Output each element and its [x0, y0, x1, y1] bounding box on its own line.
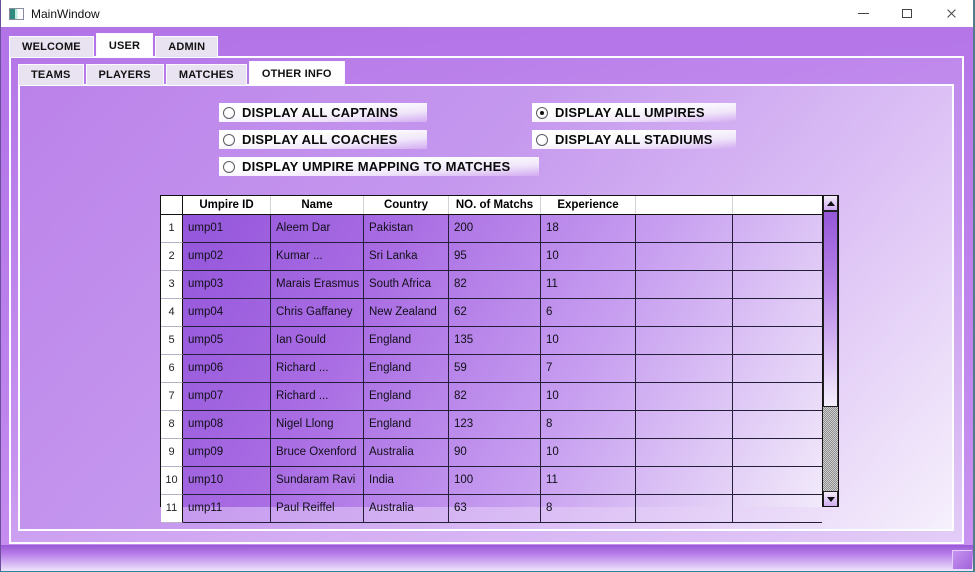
table-cell[interactable]: [733, 243, 822, 271]
table-cell[interactable]: 7: [541, 355, 636, 383]
table-header-row: [161, 196, 822, 215]
row-number: 8: [161, 411, 183, 439]
table-cell[interactable]: [733, 411, 822, 439]
table-cell[interactable]: 10: [541, 243, 636, 271]
other-info-tab-page: [18, 84, 954, 531]
tab-players[interactable]: PLAYERS: [86, 64, 164, 85]
table-cell[interactable]: [636, 383, 733, 411]
bottom-strip: [1, 545, 973, 571]
title-bar: [1, 0, 973, 27]
minimize-button[interactable]: [841, 0, 885, 27]
scroll-down-button[interactable]: [823, 491, 838, 506]
table-cell[interactable]: Ian Gould: [271, 327, 364, 355]
radio-button-icon: [536, 107, 548, 119]
table-cell[interactable]: [636, 327, 733, 355]
table-cell[interactable]: Pakistan: [364, 215, 449, 243]
window-title: MainWindow: [31, 6, 100, 21]
row-number: 2: [161, 243, 183, 271]
table-row: [161, 439, 822, 467]
radio-label: DISPLAY UMPIRE MAPPING TO MATCHES: [242, 159, 511, 174]
table-cell[interactable]: New Zealand: [364, 299, 449, 327]
table-cell[interactable]: [636, 355, 733, 383]
table-cell[interactable]: South Africa: [364, 271, 449, 299]
table-cell[interactable]: [636, 495, 733, 523]
table-cell[interactable]: England: [364, 383, 449, 411]
table-cell[interactable]: ump07: [183, 383, 271, 411]
header-corner: [161, 196, 183, 214]
table-cell[interactable]: [733, 327, 822, 355]
radio-display-umpire-mapping[interactable]: [219, 157, 539, 176]
column-header-empty-1[interactable]: [636, 196, 733, 214]
row-number: 3: [161, 271, 183, 299]
arrow-down-icon: [827, 497, 835, 502]
column-header-umpire-id[interactable]: Umpire ID: [183, 196, 271, 214]
table-cell[interactable]: 123: [449, 411, 541, 439]
table-cell[interactable]: 18: [541, 215, 636, 243]
table-cell[interactable]: Nigel Llong: [271, 411, 364, 439]
table-cell[interactable]: ump04: [183, 299, 271, 327]
scrollbar-track[interactable]: [823, 211, 838, 491]
radio-display-all-captains[interactable]: [219, 103, 427, 122]
table-cell[interactable]: Paul Reiffel: [271, 495, 364, 523]
tab-welcome[interactable]: WELCOME: [9, 36, 94, 57]
tab-teams[interactable]: TEAMS: [18, 64, 84, 85]
table-cell[interactable]: England: [364, 327, 449, 355]
table-cell[interactable]: ump05: [183, 327, 271, 355]
table-cell[interactable]: 59: [449, 355, 541, 383]
table-cell[interactable]: [636, 439, 733, 467]
radio-label: DISPLAY ALL COACHES: [242, 132, 398, 147]
scroll-up-button[interactable]: [823, 196, 838, 211]
table-cell[interactable]: ump01: [183, 215, 271, 243]
table-row: [161, 299, 822, 327]
table-cell[interactable]: Australia: [364, 495, 449, 523]
table-cell[interactable]: [636, 271, 733, 299]
table-cell[interactable]: [733, 355, 822, 383]
column-header-name[interactable]: Name: [271, 196, 364, 214]
table-cell[interactable]: India: [364, 467, 449, 495]
table-cell[interactable]: Richard ...: [271, 355, 364, 383]
table-cell[interactable]: ump06: [183, 355, 271, 383]
table-cell[interactable]: 10: [541, 327, 636, 355]
table-cell[interactable]: 100: [449, 467, 541, 495]
size-grip[interactable]: [952, 550, 972, 569]
maximize-button[interactable]: [885, 0, 929, 27]
table-row: [161, 243, 822, 271]
table-cell[interactable]: ump10: [183, 467, 271, 495]
table-cell[interactable]: 63: [449, 495, 541, 523]
column-header-empty-2[interactable]: [733, 196, 822, 214]
table-cell[interactable]: [733, 383, 822, 411]
table-cell[interactable]: 200: [449, 215, 541, 243]
radio-label: DISPLAY ALL CAPTAINS: [242, 105, 399, 120]
table-cell[interactable]: 95: [449, 243, 541, 271]
minimize-icon: [858, 13, 869, 14]
radio-display-all-stadiums[interactable]: [532, 130, 736, 149]
table-cell[interactable]: 10: [541, 383, 636, 411]
table-cell[interactable]: Richard ...: [271, 383, 364, 411]
table-cell[interactable]: Sundaram Ravi: [271, 467, 364, 495]
table-row: [161, 495, 822, 523]
table-cell[interactable]: ump08: [183, 411, 271, 439]
scrollbar-thumb[interactable]: [823, 211, 838, 407]
row-number: 9: [161, 439, 183, 467]
table-cell[interactable]: Australia: [364, 439, 449, 467]
tab-matches[interactable]: MATCHES: [166, 64, 247, 85]
table-cell[interactable]: ump11: [183, 495, 271, 523]
table-cell[interactable]: 11: [541, 467, 636, 495]
row-number: 6: [161, 355, 183, 383]
row-number: 10: [161, 467, 183, 495]
table-cell[interactable]: [636, 215, 733, 243]
radio-button-icon: [223, 134, 235, 146]
table-cell[interactable]: England: [364, 411, 449, 439]
table-cell[interactable]: [636, 467, 733, 495]
umpire-table: [160, 195, 839, 514]
tab-admin[interactable]: ADMIN: [155, 36, 218, 57]
table-cell[interactable]: 135: [449, 327, 541, 355]
table-cell[interactable]: England: [364, 355, 449, 383]
table-cell[interactable]: 82: [449, 383, 541, 411]
table-cell[interactable]: Bruce Oxenford: [271, 439, 364, 467]
column-header-no-of-matchs[interactable]: NO. of Matchs: [449, 196, 541, 214]
column-header-experience[interactable]: Experience: [541, 196, 636, 214]
table-cell[interactable]: 90: [449, 439, 541, 467]
table-cell[interactable]: Aleem Dar: [271, 215, 364, 243]
table-cell[interactable]: 62: [449, 299, 541, 327]
table-row: [161, 327, 822, 355]
row-number: 1: [161, 215, 183, 243]
table-cell[interactable]: [636, 243, 733, 271]
row-number: 5: [161, 327, 183, 355]
table-row: [161, 467, 822, 495]
radio-display-all-coaches[interactable]: [219, 130, 427, 149]
table-row: [161, 383, 822, 411]
column-header-country[interactable]: Country: [364, 196, 449, 214]
close-icon: [946, 8, 957, 19]
table-cell[interactable]: Chris Gaffaney: [271, 299, 364, 327]
qt-window-icon: [9, 8, 24, 20]
radio-display-all-umpires[interactable]: [532, 103, 736, 122]
tab-other-info[interactable]: OTHER INFO: [249, 61, 345, 85]
main-tab-bar: [9, 35, 220, 57]
table-cell[interactable]: [733, 439, 822, 467]
window-controls: [841, 0, 973, 27]
table-cell[interactable]: ump09: [183, 439, 271, 467]
tab-user[interactable]: USER: [96, 33, 153, 57]
close-button[interactable]: [929, 0, 973, 27]
table-grid: [160, 195, 823, 514]
radio-button-icon: [223, 107, 235, 119]
row-number: 7: [161, 383, 183, 411]
table-cell[interactable]: 8: [541, 495, 636, 523]
radio-label: DISPLAY ALL UMPIRES: [555, 105, 705, 120]
table-cell[interactable]: [636, 411, 733, 439]
row-number: 4: [161, 299, 183, 327]
table-cell[interactable]: ump02: [183, 243, 271, 271]
radio-button-icon: [536, 134, 548, 146]
table-row: [161, 411, 822, 439]
table-cell[interactable]: Marais Erasmus: [271, 271, 364, 299]
table-cell[interactable]: Kumar ...: [271, 243, 364, 271]
arrow-up-icon: [827, 201, 835, 206]
table-cell[interactable]: Sri Lanka: [364, 243, 449, 271]
table-cell[interactable]: [636, 299, 733, 327]
radio-label: DISPLAY ALL STADIUMS: [555, 132, 713, 147]
table-cell[interactable]: [733, 299, 822, 327]
sub-tab-bar: [18, 63, 347, 85]
maximize-icon: [902, 9, 912, 18]
table-cell[interactable]: 10: [541, 439, 636, 467]
table-cell[interactable]: [733, 215, 822, 243]
table-body: [161, 215, 822, 514]
table-cell[interactable]: 11: [541, 271, 636, 299]
row-number: 11: [161, 495, 183, 523]
table-cell[interactable]: [733, 495, 822, 523]
table-cell[interactable]: 82: [449, 271, 541, 299]
table-cell[interactable]: [733, 271, 822, 299]
table-cell[interactable]: ump03: [183, 271, 271, 299]
radio-button-icon: [223, 161, 235, 173]
table-row: [161, 271, 822, 299]
table-cell[interactable]: [733, 467, 822, 495]
table-cell[interactable]: 6: [541, 299, 636, 327]
table-row: [161, 355, 822, 383]
table-cell[interactable]: 8: [541, 411, 636, 439]
vertical-scrollbar[interactable]: [823, 195, 839, 507]
table-row: [161, 215, 822, 243]
